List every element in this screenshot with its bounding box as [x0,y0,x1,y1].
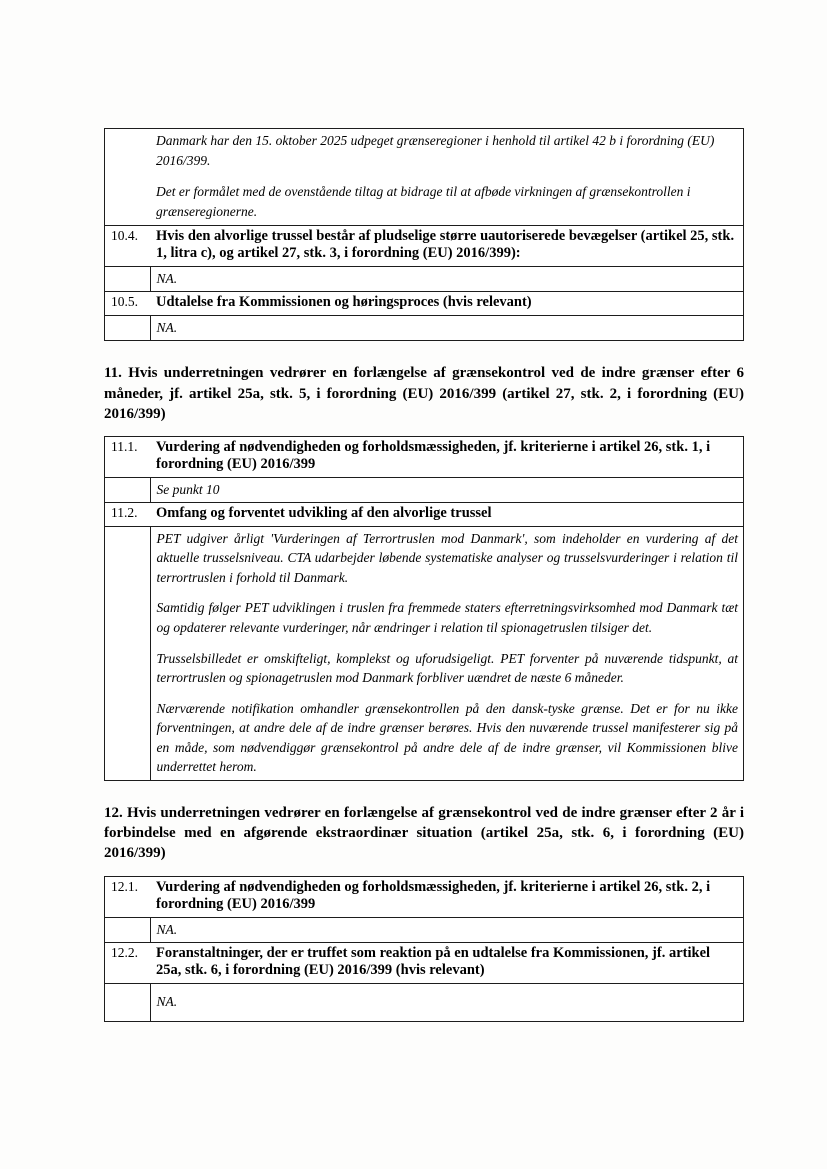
row-number-10-4: 10.4. [105,226,151,267]
table-row [105,477,744,503]
table-row [105,943,744,984]
table-row [105,226,744,267]
answer-paragraph-2: Samtidig følger PET udviklingen i truslen fra fremmede staters efterretningsvirksomhed mod Danmark tæt og opdaterer relevante vurderinger, når ændringer i relation til spionagetruslen tilsiger det. [156,600,738,636]
row-answer-10-5: NA. [150,315,744,341]
table-section-11 [104,436,744,781]
page-content [104,128,744,1022]
row-number-cell [105,477,151,503]
intro-text-cell [150,129,744,226]
table-row [105,437,744,478]
table-row [105,315,744,341]
table-row [105,983,744,1022]
section-heading-11: 11. Hvis underretningen vedrører en forlængelse af grænsekontrol ved de indre grænser efter 6 måneder, jf. artikel 25a, stk. 5, i forordning (EU) 2016/399 (artikel 27, stk. 2, i forordning (EU) 2016/399) [104,365,744,422]
table-row [105,503,744,526]
row-heading-12-1: Vurdering af nødvendigheden og forholdsmæssigheden, jf. kriterierne i artikel 26, stk. 2, i forordning (EU) 2016/399 [150,876,744,917]
row-number-11-1: 11.1. [105,437,151,478]
row-number-cell [105,266,151,292]
row-heading-11-2: Omfang og forventet udvikling af den alvorlige trussel [150,503,744,526]
section-heading-12: 12. Hvis underretningen vedrører en forlængelse af grænsekontrol ved de indre grænser efter 2 år i forbindelse med en afgørende ekstraordinær situation (artikel 25a, stk. 6, i forordning (EU) 2016/399) [104,804,744,862]
row-answer-11-1: Se punkt 10 [150,477,744,503]
row-answer-12-1: NA. [150,917,744,943]
table-row [105,292,744,315]
table-row [105,876,744,917]
row-number-10-5: 10.5. [105,292,151,315]
row-answer-12-2: NA. [150,983,744,1022]
row-number-cell [105,983,151,1022]
answer-paragraph-3: Trusselsbilledet er omskifteligt, komplekst og uforudsigeligt. PET forventer på nuværende tidspunkt, at terrortruslen og spionagetruslen mod Danmark forbliver uændret de næste 6 måneder. [156,650,738,686]
row-number-12-2: 12.2. [105,943,151,984]
table-section-10-continued [104,128,744,341]
row-heading-11-1: Vurdering af nødvendigheden og forholdsmæssigheden, jf. kriterierne i artikel 26, stk. 1, i forordning (EU) 2016/399 [150,437,744,478]
row-answer-11-2 [150,526,744,780]
row-answer-10-4: NA. [150,266,744,292]
answer-paragraph-4: Nærværende notifikation omhandler grænsekontrollen på den dansk-tyske grænse. Det er for nu ikke forventningen, at andre dele af de indre grænser berøres. Hvis den nuværende trussel manifesterer sig på en måde, som nødvendiggør grænsekontrol på andre dele af de indre grænser, vil Kommissionen blive underrettet herom. [156,700,738,775]
answer-paragraph-1: PET udgiver årligt 'Vurderingen af Terrortruslen mod Danmark', som indeholder en vurdering af det aktuelle trusselsniveau. CTA udarbejder løbende systematiske analyser og trusselsvurderinger i relation til terrortruslen i forhold til Danmark. [156,530,738,585]
table-section-12 [104,876,744,1023]
row-number-cell [105,315,151,341]
table-row [105,917,744,943]
row-number-12-1: 12.1. [105,876,151,917]
table-row [105,526,744,780]
row-number-cell [105,526,151,780]
intro-paragraph-2: Det er formålet med de ovenstående tiltag at bidrage til at afbøde virkningen af grænsekontrollen i grænseregionerne. [156,183,691,219]
row-number-cell [105,917,151,943]
table-row [105,129,744,226]
row-number-11-2: 11.2. [105,503,151,526]
table-row [105,266,744,292]
row-heading-12-2: Foranstaltninger, der er truffet som reaktion på en udtalelse fra Kommissionen, jf. artikel 25a, stk. 6, i forordning (EU) 2016/399 (hvis relevant) [150,943,744,984]
row-number-cell [105,129,151,226]
row-heading-10-5: Udtalelse fra Kommissionen og høringsproces (hvis relevant) [150,292,744,315]
row-heading-10-4: Hvis den alvorlige trussel består af pludselige større uautoriserede bevægelser (artikel 25, stk. 1, litra c), og artikel 27, stk. 3, i forordning (EU) 2016/399): [150,226,744,267]
intro-paragraph-1: Danmark har den 15. oktober 2025 udpeget grænseregioner i henhold til artikel 42 b i forordning (EU) 2016/399. [156,133,715,169]
